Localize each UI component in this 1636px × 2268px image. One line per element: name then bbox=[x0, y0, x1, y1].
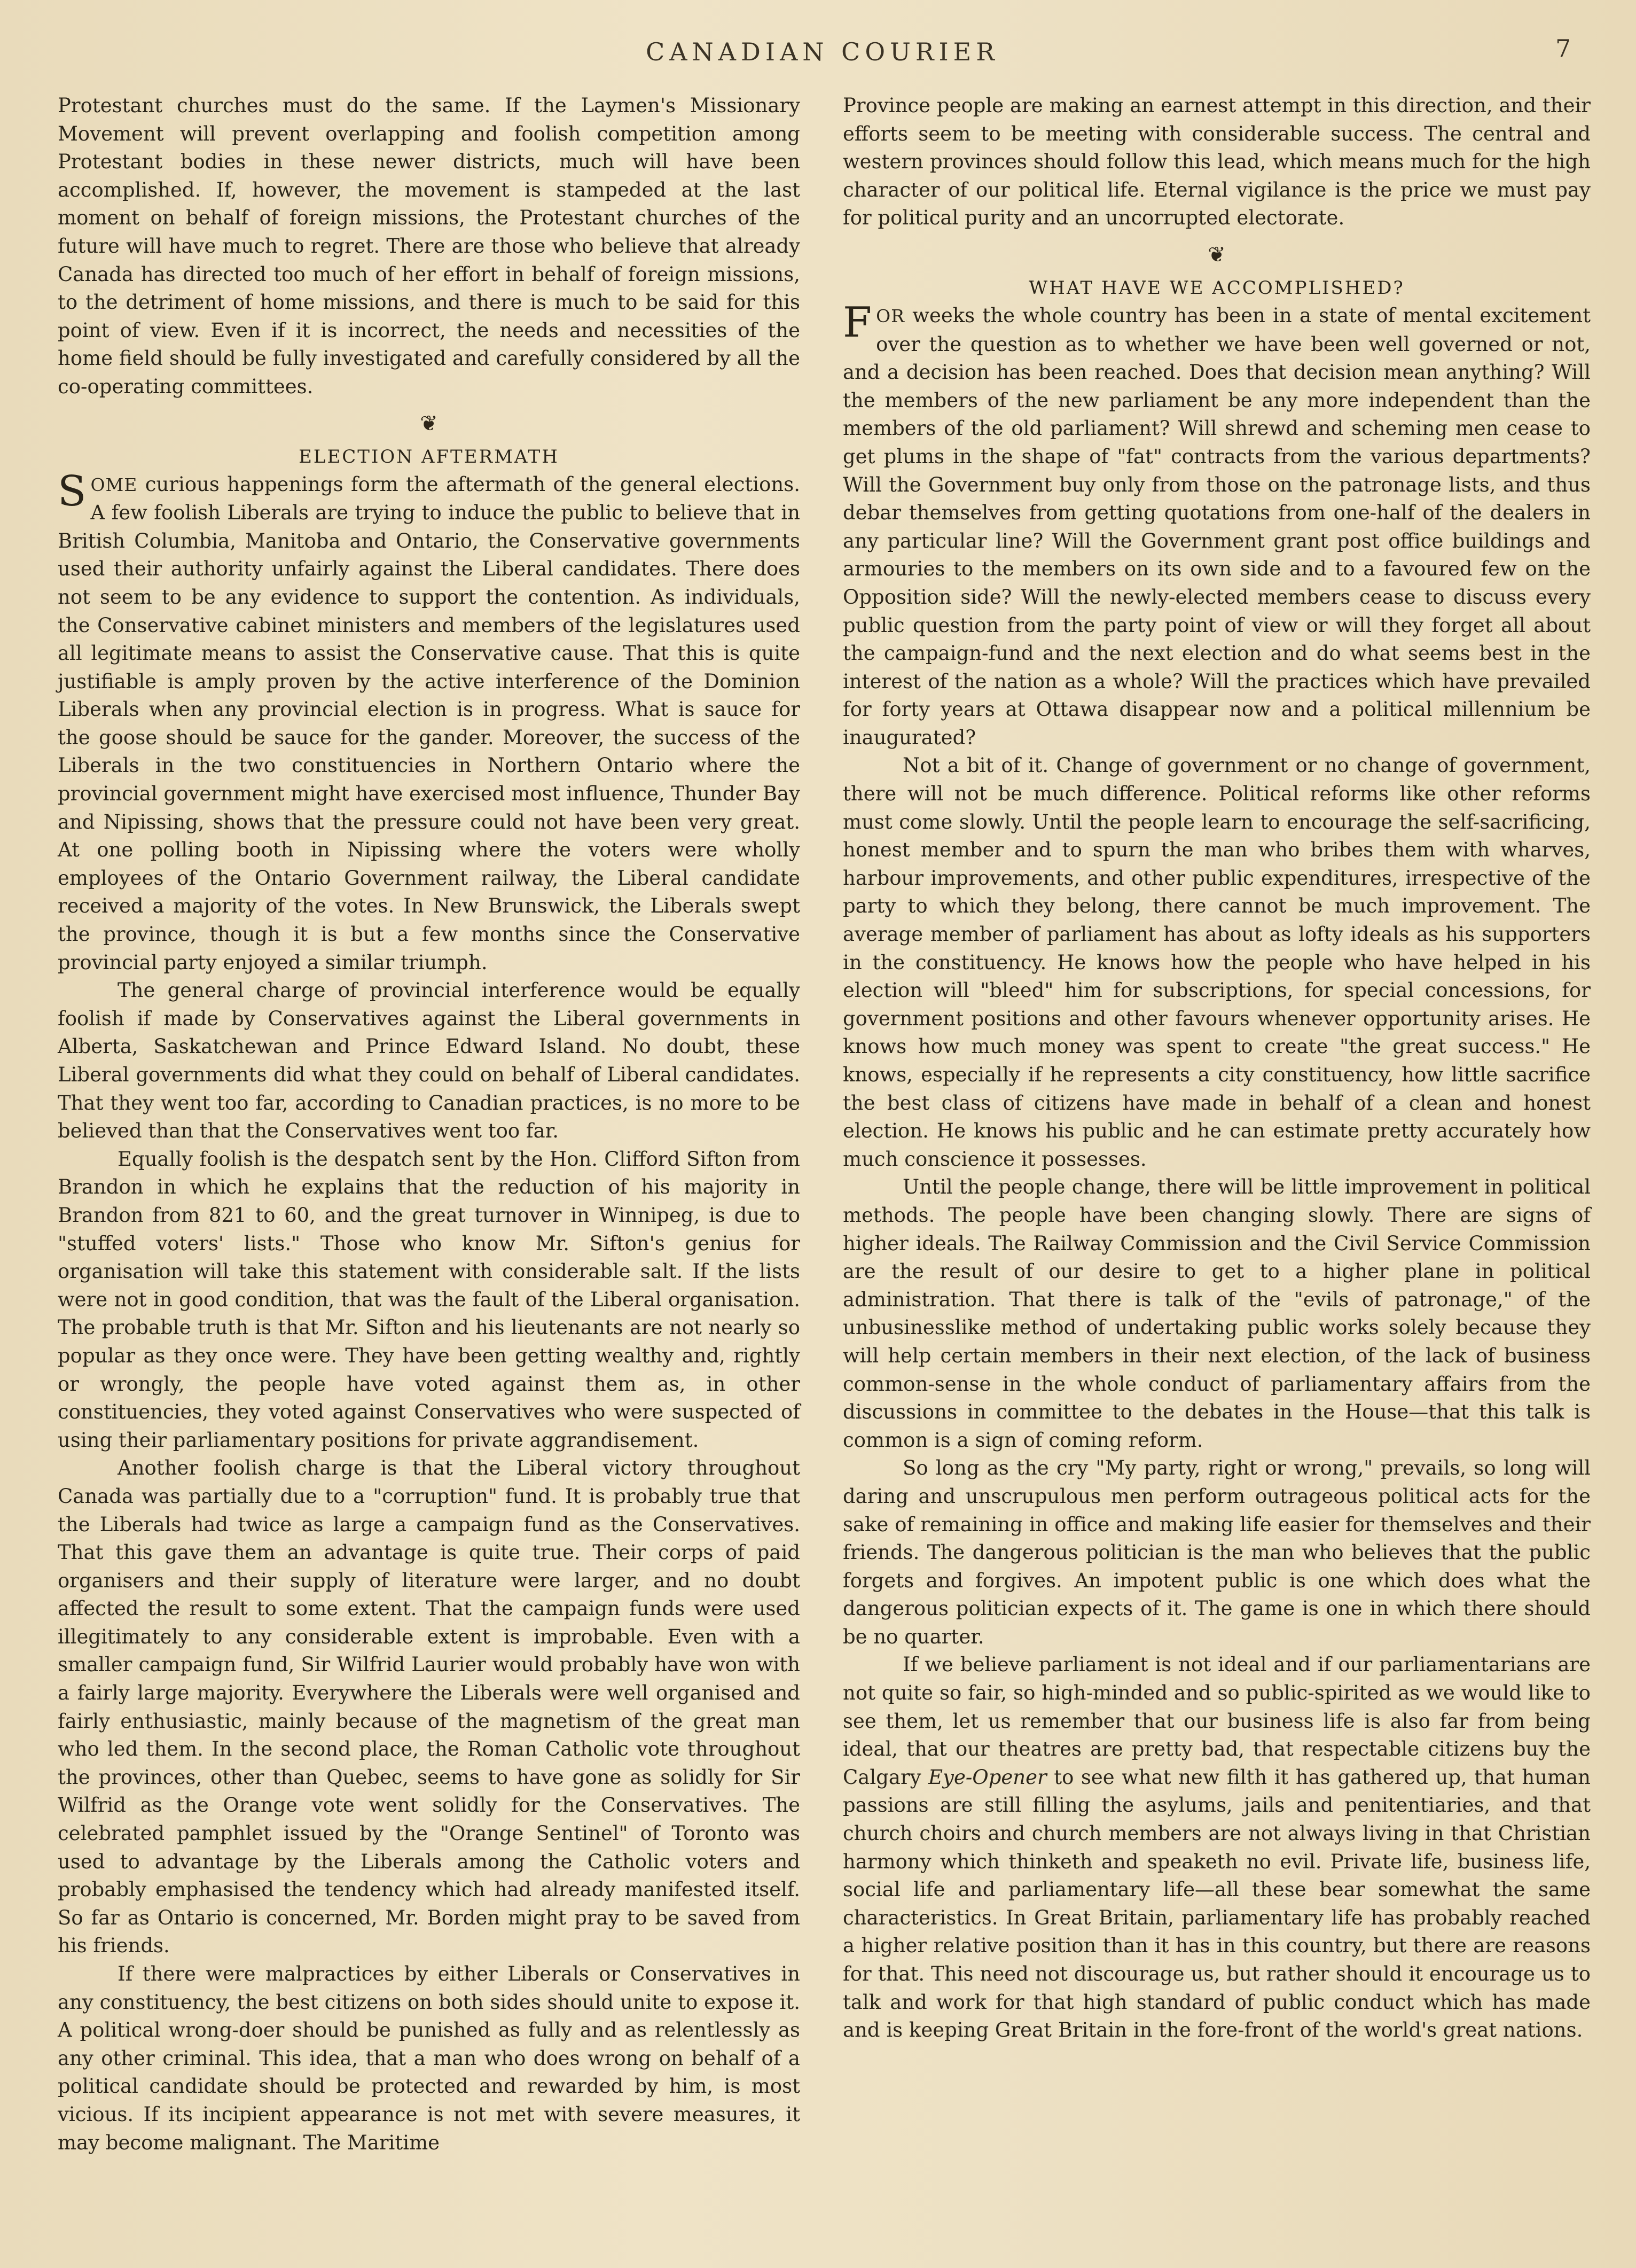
opening-paragraph bbox=[58, 467, 800, 977]
masthead: CANADIAN COURIER bbox=[646, 37, 999, 66]
small-caps-opening: OR bbox=[876, 305, 905, 326]
continued-paragraph: Protestant churches must do the same. If the Laymen's Missionary Movement will prevent overlapping and foolish competition among Protestant bodies in these newer districts, much will have been accomplished. If, however, the movement is stampeded at the last moment on behalf of foreign missions, the Protestant churches of the future will have much to regret. There are those who believe that already Canada has directed too much of her effort in behalf of foreign missions, to the detriment of home missions, and there is much to be said for this point of view. Even if it is incorrect, the needs and necessities of the home field should be fully investigated and carefully considered by all the co-operating committees. bbox=[58, 94, 800, 398]
body-paragraph bbox=[843, 1651, 1591, 2044]
page-number: 7 bbox=[1555, 34, 1571, 63]
fleuron-ornament: ❦ bbox=[1208, 242, 1226, 267]
opening-text: curious happenings form the aftermath of the general elections. A few foolish Liberals are trying to induce the public to believe that in British Columbia, Manitoba and Ontario, the Conservative governments used their authority unfairly against the Liberal candidates. There does not seem to be any evidence to support the contention. As individuals, the Conservative cabinet ministers and members of the legislatures used all legitimate means to assist the Conservative cause. That this is quite justifiable is amply proven by the active interference of the Dominion Liberals when any provincial election is in progress. What is sauce for the goose should be sauce for the gander. Moreover, the success of the Liberals in the two constituencies in Northern Ontario where the provincial government might have exercised most influence, Thunder Bay and Nipissing, shows that the pressure could not have been very great. At one polling booth in Nipissing where the voters were wholly employees of the Ontario Government railway, the Liberal candidate received a majority of the votes. In New Brunswick, the Liberals swept the province, though it is but a few months since the Conservative provincial party enjoyed a similar triumph. bbox=[58, 472, 800, 974]
drop-cap: F bbox=[843, 298, 872, 347]
body-paragraph: If there were malpractices by either Liberals or Conservatives in any constituency, the best citizens on both sides should unite to expose it. A political wrong-doer should be punished as fully and as relentlessly as any other criminal. This idea, that a man who does wrong on behalf of a political candidate should be protected and rewarded by him, is most vicious. If its incipient appearance is not met with severe measures, it may become malignant. The Maritime bbox=[58, 1962, 800, 2154]
body-paragraph: Until the people change, there will be little improvement in political methods. The people have been changing slowly. There are signs of higher ideals. The Railway Commission and the Civil Service Commission are the result of our desire to get to a higher plane in political administration. That there is talk of the "evils of patronage," of the unbusinesslike method of undertaking public works solely because they will help certain members in their next election, of the lack of business common-sense in the whole conduct of parliamentary affairs from the discussions in committee to the debates in the House—that this talk is common is a sign of coming reform. bbox=[843, 1175, 1591, 1452]
paragraph-text: If we believe parliament is not ideal and if our parliamentarians are not quite so fair, so high-minded and so public-spirited as we would like to see them, let us remember that our business life is also far from being ideal, that our theatres are pretty bad, that respectable citizens buy the Calgary bbox=[843, 1653, 1591, 1789]
continued-paragraph: Province people are making an earnest attempt in this direction, and their efforts seem to be meeting with considerable success. The central and western provinces should follow this lead, which means much for the high character of our political life. Eternal vigilance is the price we must pay for political purity and an uncorrupted electorate. bbox=[843, 94, 1591, 230]
publication-title: Eye-Opener bbox=[928, 1765, 1047, 1789]
left-column bbox=[58, 92, 800, 2157]
body-paragraph: Equally foolish is the despatch sent by the Hon. Clifford Sifton from Brandon in which he explains that the reduction of his majority in Brandon from 821 to 60, and the great turnover in Winnipeg, is due to "stuffed voters' lists." Those who know Mr. Sifton's genius for organisation will take this statement with considerable salt. If the lists were not in good condition, that was the fault of the Liberal organisation. The probable truth is that Mr. Sifton and his lieutenants are not nearly so popular as they once were. They have been getting wealthy and, rightly or wrongly, the people have voted against them as, in other constituencies, they voted against Conservatives who were suspected of using their parliamentary positions for private aggrandisement. bbox=[58, 1147, 800, 1452]
body-paragraph: So long as the cry "My party, right or wrong," prevails, so long will daring and unscrupulous men perform outrageous political acts for the sake of remaining in office and making life easier for themselves and their friends. The dangerous politician is the man who believes that the public forgets and forgives. An impotent public is one which does what the dangerous politician expects of it. The game is one in which there should be no quarter. bbox=[843, 1456, 1591, 1648]
drop-cap: S bbox=[58, 467, 87, 516]
section-heading: ELECTION AFTERMATH bbox=[299, 446, 559, 467]
section-heading: WHAT HAVE WE ACCOMPLISHED? bbox=[1029, 277, 1405, 299]
body-paragraph: Not a bit of it. Change of government or no change of government, there will not be much difference. Political reforms like other reforms must come slowly. Until the people learn to encourage the self-sacrificing, honest member and to spurn the man who bribes them with wharves, harbour improvements, and other public expenditures, irrespective of the party to which they belong, there cannot be much improvement. The average member of parliament has about as lofty ideals as his supporters in the constituency. He knows how the people who have helped in his election will "bleed" him for subscriptions, for special concessions, for government positions and other favours whenever opportunity arises. He knows how much money was spent to create "the great success." He knows, especially if he represents a city constituency, how little sacrifice the best class of citizens have made in behalf of a clean and honest election. He knows his public and he can estimate pretty accurately how much conscience it possesses. bbox=[843, 754, 1591, 1171]
fleuron-ornament: ❦ bbox=[420, 411, 438, 436]
opening-paragraph bbox=[843, 298, 1591, 752]
page-header bbox=[0, 34, 1636, 85]
body-paragraph: Another foolish charge is that the Liberal victory throughout Canada was partially due to a "corruption" fund. It is probably true that the Liberals had twice as large a campaign fund as the Conservatives. That this gave them an advantage is quite true. Their corps of paid organisers and their supply of literature were larger, and no doubt affected the result to some extent. That the campaign funds were used illegitimately to any considerable extent is improbable. Even with a smaller campaign fund, Sir Wilfrid Laurier would probably have won with a fairly large majority. Everywhere the Liberals were well organised and fairly enthusiastic, mainly because of the magnetism of the great man who led them. In the second place, the Roman Catholic vote throughout the provinces, other than Quebec, seems to have gone as solidly for Sir Wilfrid as the Orange vote went solidly for the Conservatives. The celebrated pamphlet issued by the "Orange Sentinel" of Toronto was used to advantage by the Liberals among the Catholic voters and probably emphasised the tendency which had already manifested itself. So far as Ontario is concerned, Mr. Borden might pray to be saved from his friends. bbox=[58, 1456, 800, 1958]
paragraph-text: to see what new filth it has gathered up, that human passions are still filling the asylums, jails and penitentiaries, and that church choirs and church members are not always living in that Christian harmony which thinketh and speaketh no evil. Private life, business life, social life and parliamentary life—all these bear somewhat the same characteristics. In Great Britain, parliamentary life has probably reached a higher relative position than it has in this country, but there are reasons for that. This need not discourage us, but rather should it encourage us to talk and work for that high standard of public conduct which has made and is keeping Great Britain in the fore-front of the world's great nations. bbox=[843, 1765, 1591, 2042]
small-caps-opening: OME bbox=[90, 474, 138, 495]
opening-text: weeks the whole country has been in a state of mental excitement over the question as to whether we have been well governed or not, and a decision has been reached. Does that decision mean anything? Will the members of the new parliament be any more independent than the members of the old parliament? Will shrewd and scheming men cease to get plums in the shape of "fat" contracts from the various departments? Will the Government buy only from those on the patronage lists, and thus debar themselves from getting quotations from one-half of the dealers in any particular line? Will the Government grant post office buildings and armouries to the members on its own side and to a favoured few on the Opposition side? Will the newly-elected members cease to discuss every public question from the party point of view or will they forget all about the campaign-fund and the next election and do what seems best in the interest of the nation as a whole? Will the practices which have prevailed for forty years at Ottawa disappear now and a political millennium be inaugurated? bbox=[843, 303, 1591, 749]
body-paragraph: The general charge of provincial interference would be equally foolish if made by Conservatives against the Liberal governments in Alberta, Saskatchewan and Prince Edward Island. No doubt, these Liberal governments did what they could on behalf of Liberal candidates. That they went too far, according to Canadian practices, is no more to be believed than that the Conservatives went too far. bbox=[58, 979, 800, 1143]
right-column bbox=[843, 92, 1591, 2045]
